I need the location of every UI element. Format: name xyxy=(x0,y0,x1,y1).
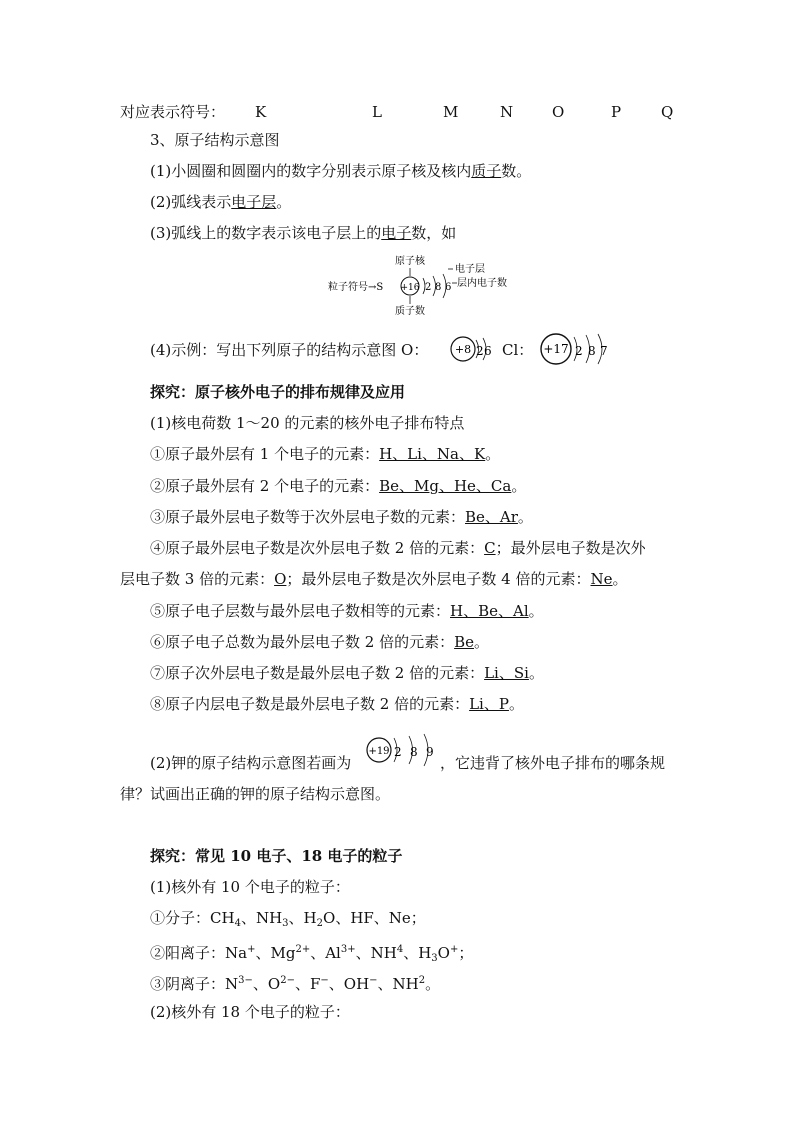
shell-electrons-1: 2 xyxy=(476,344,484,358)
section3-p2 xyxy=(150,192,291,212)
text: (4)示例：写出下列原子的结构示意图 O： xyxy=(150,341,429,359)
answer-underlined: 电子 xyxy=(381,224,412,242)
text: 数，如 xyxy=(411,224,457,242)
answer-underlined: Li、P xyxy=(469,695,509,713)
text: ④原子最外层电子数是次外层电子数 2 倍的元素： xyxy=(150,539,485,557)
explore2-intro2: (2)核外有 18 个电子的粒子： xyxy=(150,1003,350,1021)
answer-underlined: Ne xyxy=(590,570,613,588)
text: (3)弧线上的数字表示该电子层上的 xyxy=(150,224,382,242)
section3-title: 3、原子结构示意图 xyxy=(150,131,280,149)
shell-symbol-o: O xyxy=(552,103,565,121)
text: ⑥原子电子总数为最外层电子数 2 倍的元素： xyxy=(150,633,455,651)
text: ②原子最外层有 2 个电子的元素： xyxy=(150,477,380,495)
answer-underlined: Be、Ar xyxy=(465,508,518,526)
particle-symbol-label: 粒子符号→S xyxy=(328,282,384,293)
explore1-q2-second-line: 律？试画出正确的钾的原子结构示意图。 xyxy=(120,785,391,803)
text: 层电子数 3 倍的元素： xyxy=(120,570,275,588)
nucleus-label: 原子核 xyxy=(395,256,425,267)
shell-symbol-k: K xyxy=(255,103,267,121)
answer-underlined: 电子层 xyxy=(231,193,277,211)
shell-electrons-2: 8 xyxy=(588,344,596,358)
shell-symbol-p: P xyxy=(611,103,622,121)
answer-underlined: Be xyxy=(454,633,474,651)
explore2-intro: (1)核外有 10 个电子的粒子： xyxy=(150,878,350,896)
shell-symbol-n: N xyxy=(500,103,514,121)
shell-electrons-1: 2 xyxy=(394,745,402,759)
explore1-item-3 xyxy=(150,507,533,527)
text: 。 xyxy=(528,602,544,620)
sulfur-structure-diagram xyxy=(325,252,525,322)
shell-electrons-1: 2 xyxy=(575,344,583,358)
explore1-item-6 xyxy=(150,632,489,652)
text: ①分子： xyxy=(150,909,211,927)
text: (1)小圆圈和圆圈内的数字分别表示原子核及核内 xyxy=(150,162,472,180)
explore2-anions: ③阴离子：$N^{3-}$、$O^{2-}$、F−、OH−、$NH^2$。 xyxy=(150,975,441,993)
shell-electrons-3: 9 xyxy=(426,745,434,759)
shell-symbol-label: 对应表示符号： xyxy=(120,103,226,121)
oxygen-structure-diagram xyxy=(448,332,494,366)
answer-underlined: C xyxy=(484,539,496,557)
section3-p1 xyxy=(150,161,531,181)
text: ②阳离子： xyxy=(150,944,226,962)
explore1-item-8 xyxy=(150,694,524,714)
text: 。 xyxy=(517,508,533,526)
shell-symbol-l: L xyxy=(372,103,382,121)
nucleus-charge: +16 xyxy=(400,283,420,293)
text: 。 xyxy=(276,193,292,211)
shell-electrons-3: 7 xyxy=(600,344,608,358)
shell-electrons-2: 6 xyxy=(484,344,492,358)
nucleus-charge: +17 xyxy=(543,342,569,356)
text: ⑤原子电子层数与最外层电子数相等的元素： xyxy=(150,602,451,620)
shell-electrons-2: 8 xyxy=(410,745,418,759)
shell-electrons-2: 8 xyxy=(435,282,442,293)
answer-underlined: Be、Mg、He、Ca xyxy=(379,477,512,495)
shell-symbol-q: Q xyxy=(661,103,674,121)
text: 。 xyxy=(508,695,524,713)
explore1-item-7 xyxy=(150,663,544,683)
explore2-title: 探究：常见 10 电子、18 电子的粒子 xyxy=(150,847,403,865)
cl-label: Cl： xyxy=(502,341,534,359)
text: 。 xyxy=(474,633,490,651)
section3-p3 xyxy=(150,223,456,243)
text: ③原子最外层电子数等于次外层电子数的元素： xyxy=(150,508,466,526)
section3-p4 xyxy=(150,340,428,360)
explore1-item-2 xyxy=(150,476,526,496)
text: 。 xyxy=(485,445,501,463)
answer-underlined: H、Li、Na、K xyxy=(379,445,486,463)
explore2-molecules: ①分子：$CH_4$、$NH_3$、$H_2O$、HF、Ne； xyxy=(150,909,426,929)
explore1-q2-pre: (2)钾的原子结构示意图若画为 xyxy=(150,754,352,772)
explore1-intro: (1)核电荷数 1～20 的元素的核外电子排布特点 xyxy=(150,414,465,432)
text: ①原子最外层有 1 个电子的元素： xyxy=(150,445,380,463)
explore1-item-5 xyxy=(150,601,544,621)
text: ；最外层电子数是次外层电子数 4 倍的元素： xyxy=(286,570,591,588)
shell-symbol-row xyxy=(120,102,690,122)
shell-electrons-3: 6 xyxy=(445,282,452,293)
text: (2)弧线表示 xyxy=(150,193,232,211)
shell-label: 电子层 xyxy=(455,264,485,275)
text: 数。 xyxy=(501,162,532,180)
explore1-item-4b xyxy=(120,569,628,589)
text: ③阴离子： xyxy=(150,975,226,993)
shell-count-label: 层内电子数 xyxy=(457,278,507,289)
explore1-q2-post: ，它违背了核外电子排布的哪条规 xyxy=(440,754,666,772)
text: ⑦原子次外层电子数是最外层电子数 2 倍的元素： xyxy=(150,664,485,682)
answer-underlined: 质子 xyxy=(471,162,502,180)
answer-underlined: O xyxy=(274,570,287,588)
nucleus-charge: +19 xyxy=(368,746,390,757)
text: 。 xyxy=(528,664,544,682)
explore1-item-4a xyxy=(150,538,646,558)
text: 。 xyxy=(511,477,527,495)
chlorine-structure-diagram xyxy=(538,330,614,368)
proton-label: 质子数 xyxy=(395,306,425,317)
potassium-structure-diagram xyxy=(364,730,440,770)
explore2-cations: ②阳离子：Na+、$Mg^{2+}$、$Al^{3+}$、$NH^4$、$H_3O^+$； xyxy=(150,944,474,964)
text: ⑧原子内层电子数是最外层电子数 2 倍的元素： xyxy=(150,695,470,713)
answer-underlined: H、Be、Al xyxy=(450,602,529,620)
text: ；最外层电子数是次外 xyxy=(495,539,646,557)
answer-underlined: Li、Si xyxy=(484,664,529,682)
text: 。 xyxy=(612,570,628,588)
shell-electrons-1: 2 xyxy=(425,282,432,293)
shell-symbol-m: M xyxy=(443,103,459,121)
nucleus-charge: +8 xyxy=(454,343,472,356)
explore1-title: 探究：原子核外电子的排布规律及应用 xyxy=(150,383,406,401)
explore1-item-1 xyxy=(150,444,500,464)
